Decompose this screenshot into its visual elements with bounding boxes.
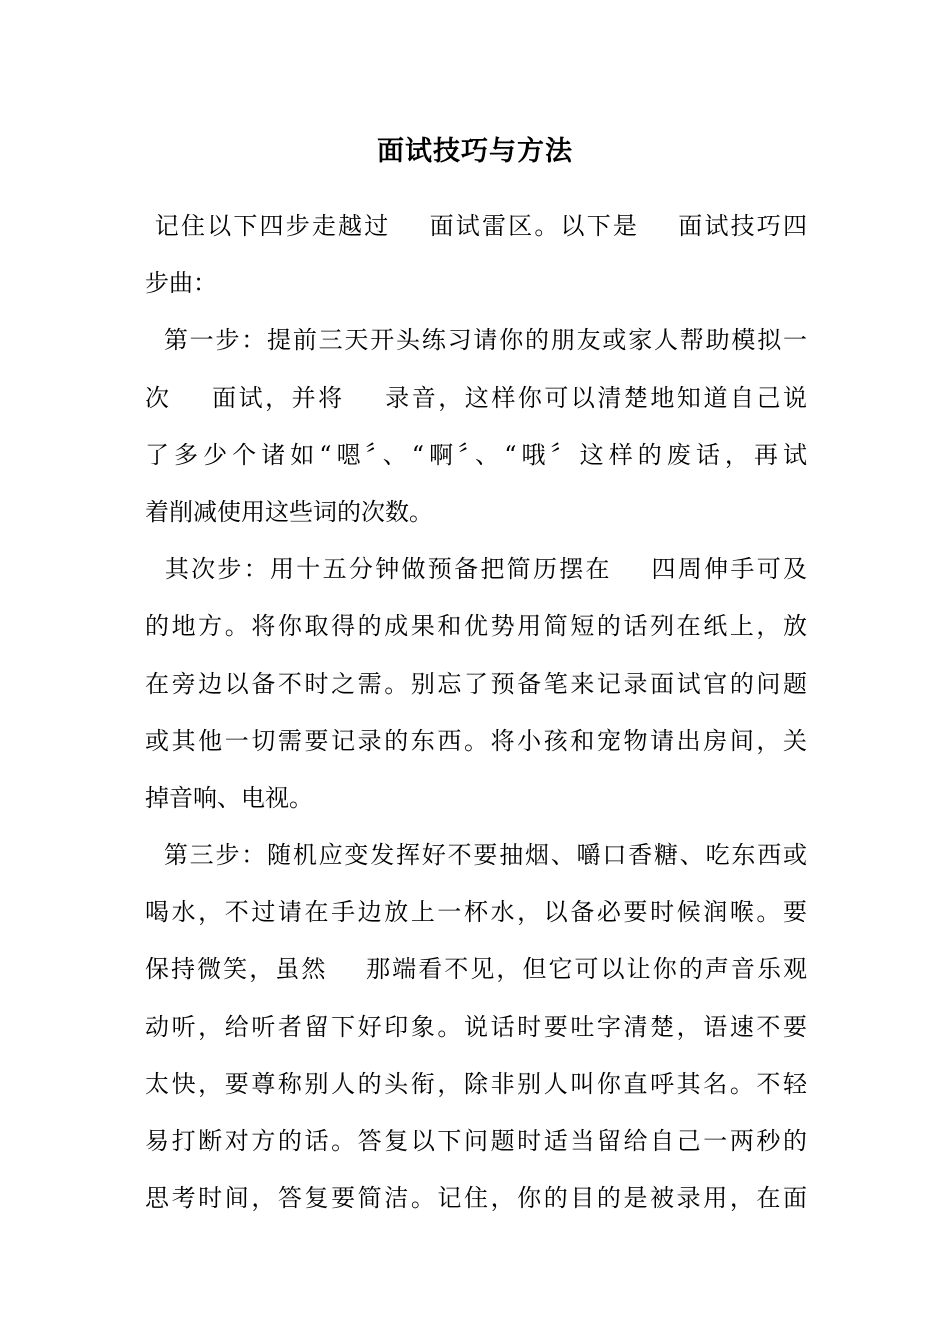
body-line: 其次步：用十五分钟做预备把简历摆在 四周伸手可及	[145, 555, 807, 584]
document-title: 面试技巧与方法	[377, 136, 573, 167]
body-line: 了多少个诸如“嗯〞、“啊〞、“哦〞这样的废话，再试	[145, 440, 807, 469]
body-line: 动听，给听者留下好印象。说话时要吐字清楚，语速不要	[145, 1012, 807, 1041]
document-body	[145, 198, 807, 1227]
body-line: 次 面试，并将 录音，这样你可以清楚地知道自己说	[145, 383, 807, 412]
body-line: 第三步：随机应变发挥好不要抽烟、嚼口香糖、吃东西或	[145, 841, 807, 870]
body-line: 的地方。将你取得的成果和优势用简短的话列在纸上，放	[145, 612, 807, 641]
body-line: 或其他一切需要记录的东西。将小孩和宠物请出房间，关	[145, 726, 807, 755]
body-line: 太快，要尊称别人的头衔，除非别人叫你直呼其名。不轻	[145, 1069, 807, 1098]
body-line: 喝水，不过请在手边放上一杯水，以备必要时候润喉。要	[145, 898, 807, 927]
body-line: 保持微笑，虽然 那端看不见，但它可以让你的声音乐观	[145, 955, 807, 984]
body-line: 第一步：提前三天开头练习请你的朋友或家人帮助模拟一	[145, 326, 807, 355]
body-line: 着削减使用这些词的次数。	[145, 497, 433, 526]
body-line: 记住以下四步走越过 面试雷区。以下是 面试技巧四	[145, 212, 807, 240]
body-line: 在旁边以备不时之需。别忘了预备笔来记录面试官的问题	[145, 669, 807, 698]
body-line: 易打断对方的话。答复以下问题时适当留给自己一两秒的	[145, 1127, 807, 1155]
body-line: 思考时间，答复要简洁。记住，你的目的是被录用，在面	[145, 1184, 807, 1213]
body-line: 步曲：	[145, 269, 217, 298]
body-line: 掉音响、电视。	[145, 783, 313, 812]
